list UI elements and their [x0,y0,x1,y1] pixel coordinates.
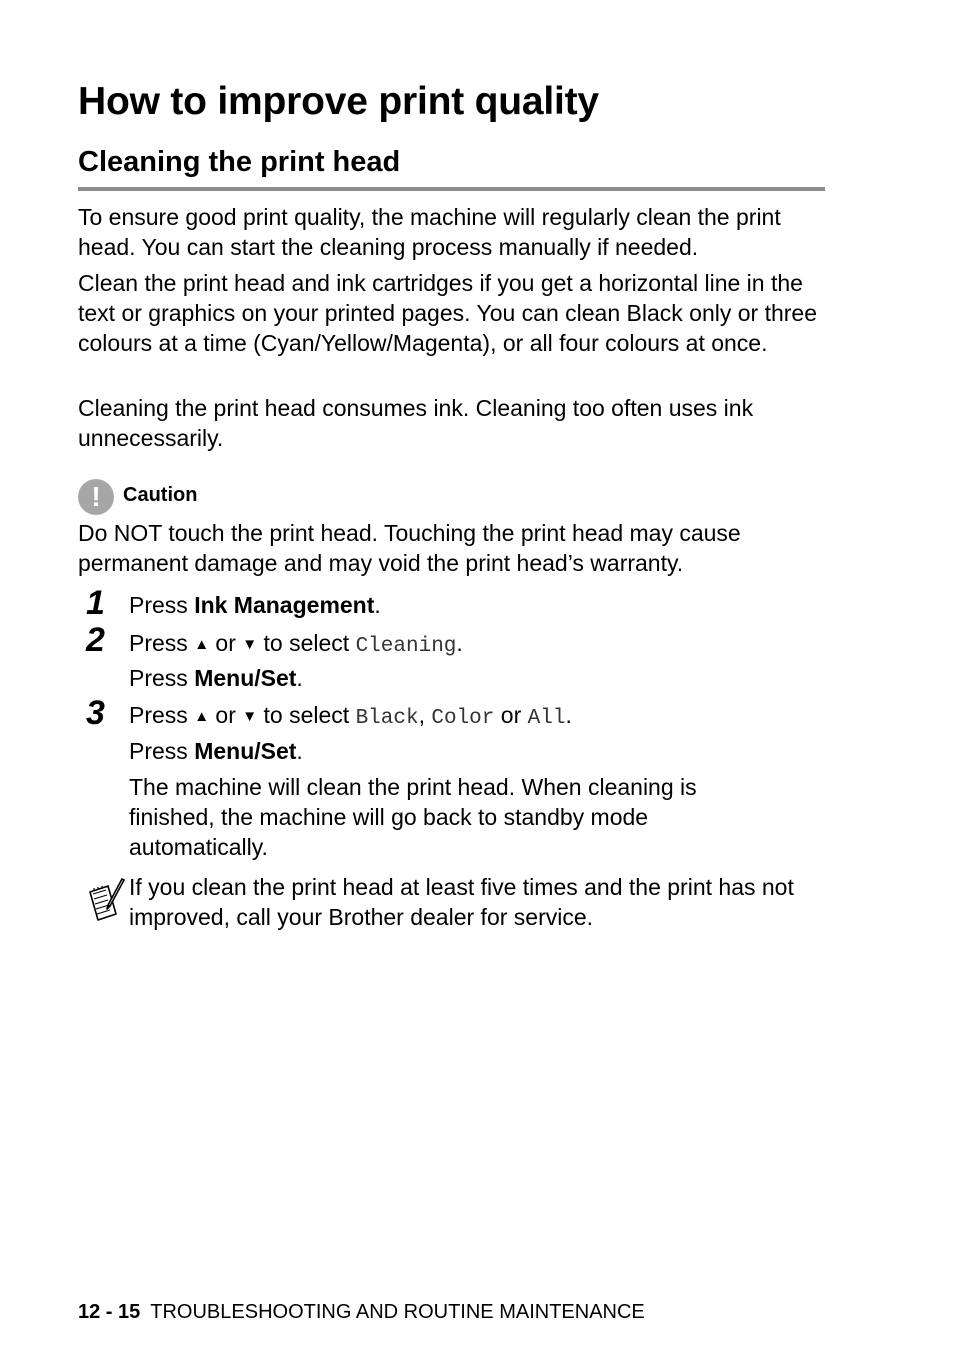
horizontal-line-paragraph: Clean the print head and ink cartridges if you get a horizontal line in the text or graphics on your printed pages. You can clean Black only or three colours at a time (Cyan/Yellow/Magenta), or all four colours at once. [78,270,818,356]
exclamation-icon: ! [78,479,114,515]
step-result: The machine will clean the print head. When cleaning is finished, the machine will go back to standby mode automatically. [129,774,697,860]
key-name: Menu/Set [194,738,297,764]
caution-label: Caution [123,484,198,506]
chapter-title: TROUBLESHOOTING AND ROUTINE MAINTENANCE [150,1301,645,1323]
step-instruction: Press ▲ or ▼ to select Cleaning. [129,630,463,658]
down-arrow-icon: ▼ [242,636,258,653]
step-instruction: Press Menu/Set. [129,665,303,691]
step-instruction: Press ▲ or ▼ to select Black, Color or All. [129,702,572,730]
key-name: Ink Management [194,592,375,618]
step-number: 3 [86,694,105,732]
down-arrow-icon: ▼ [242,708,258,725]
note-pad-icon [86,878,126,922]
step-number: 1 [86,584,105,622]
up-arrow-icon: ▲ [194,708,210,725]
up-arrow-icon: ▲ [194,636,210,653]
ink-consumption-paragraph: Cleaning the print head consumes ink. Cleaning too often uses ink unnecessarily. [78,395,754,451]
step-instruction: Press Menu/Set. [129,738,303,764]
caution-text: Do NOT touch the print head. Touching the print head may cause permanent damage and may void the print head’s warranty. [78,520,741,576]
page-footer [78,1301,645,1324]
note-text: If you clean the print head at least five times and the print has not improved, call your Brother dealer for service. [129,874,794,930]
lcd-option: Black [355,707,419,730]
lcd-option: Color [431,707,495,730]
step-number: 2 [86,621,105,659]
intro-paragraph: To ensure good print quality, the machine will regularly clean the print head. You can start the cleaning process manually if needed. [78,204,781,260]
section-divider [78,187,825,191]
step-instruction: Press Ink Management. [129,592,381,618]
section-heading: Cleaning the print head [78,146,401,178]
lcd-option: Cleaning [355,635,457,658]
page-title: How to improve print quality [78,80,599,123]
page-number: 12 - 15 [78,1301,141,1323]
key-name: Menu/Set [194,665,297,691]
lcd-option: All [527,707,566,730]
